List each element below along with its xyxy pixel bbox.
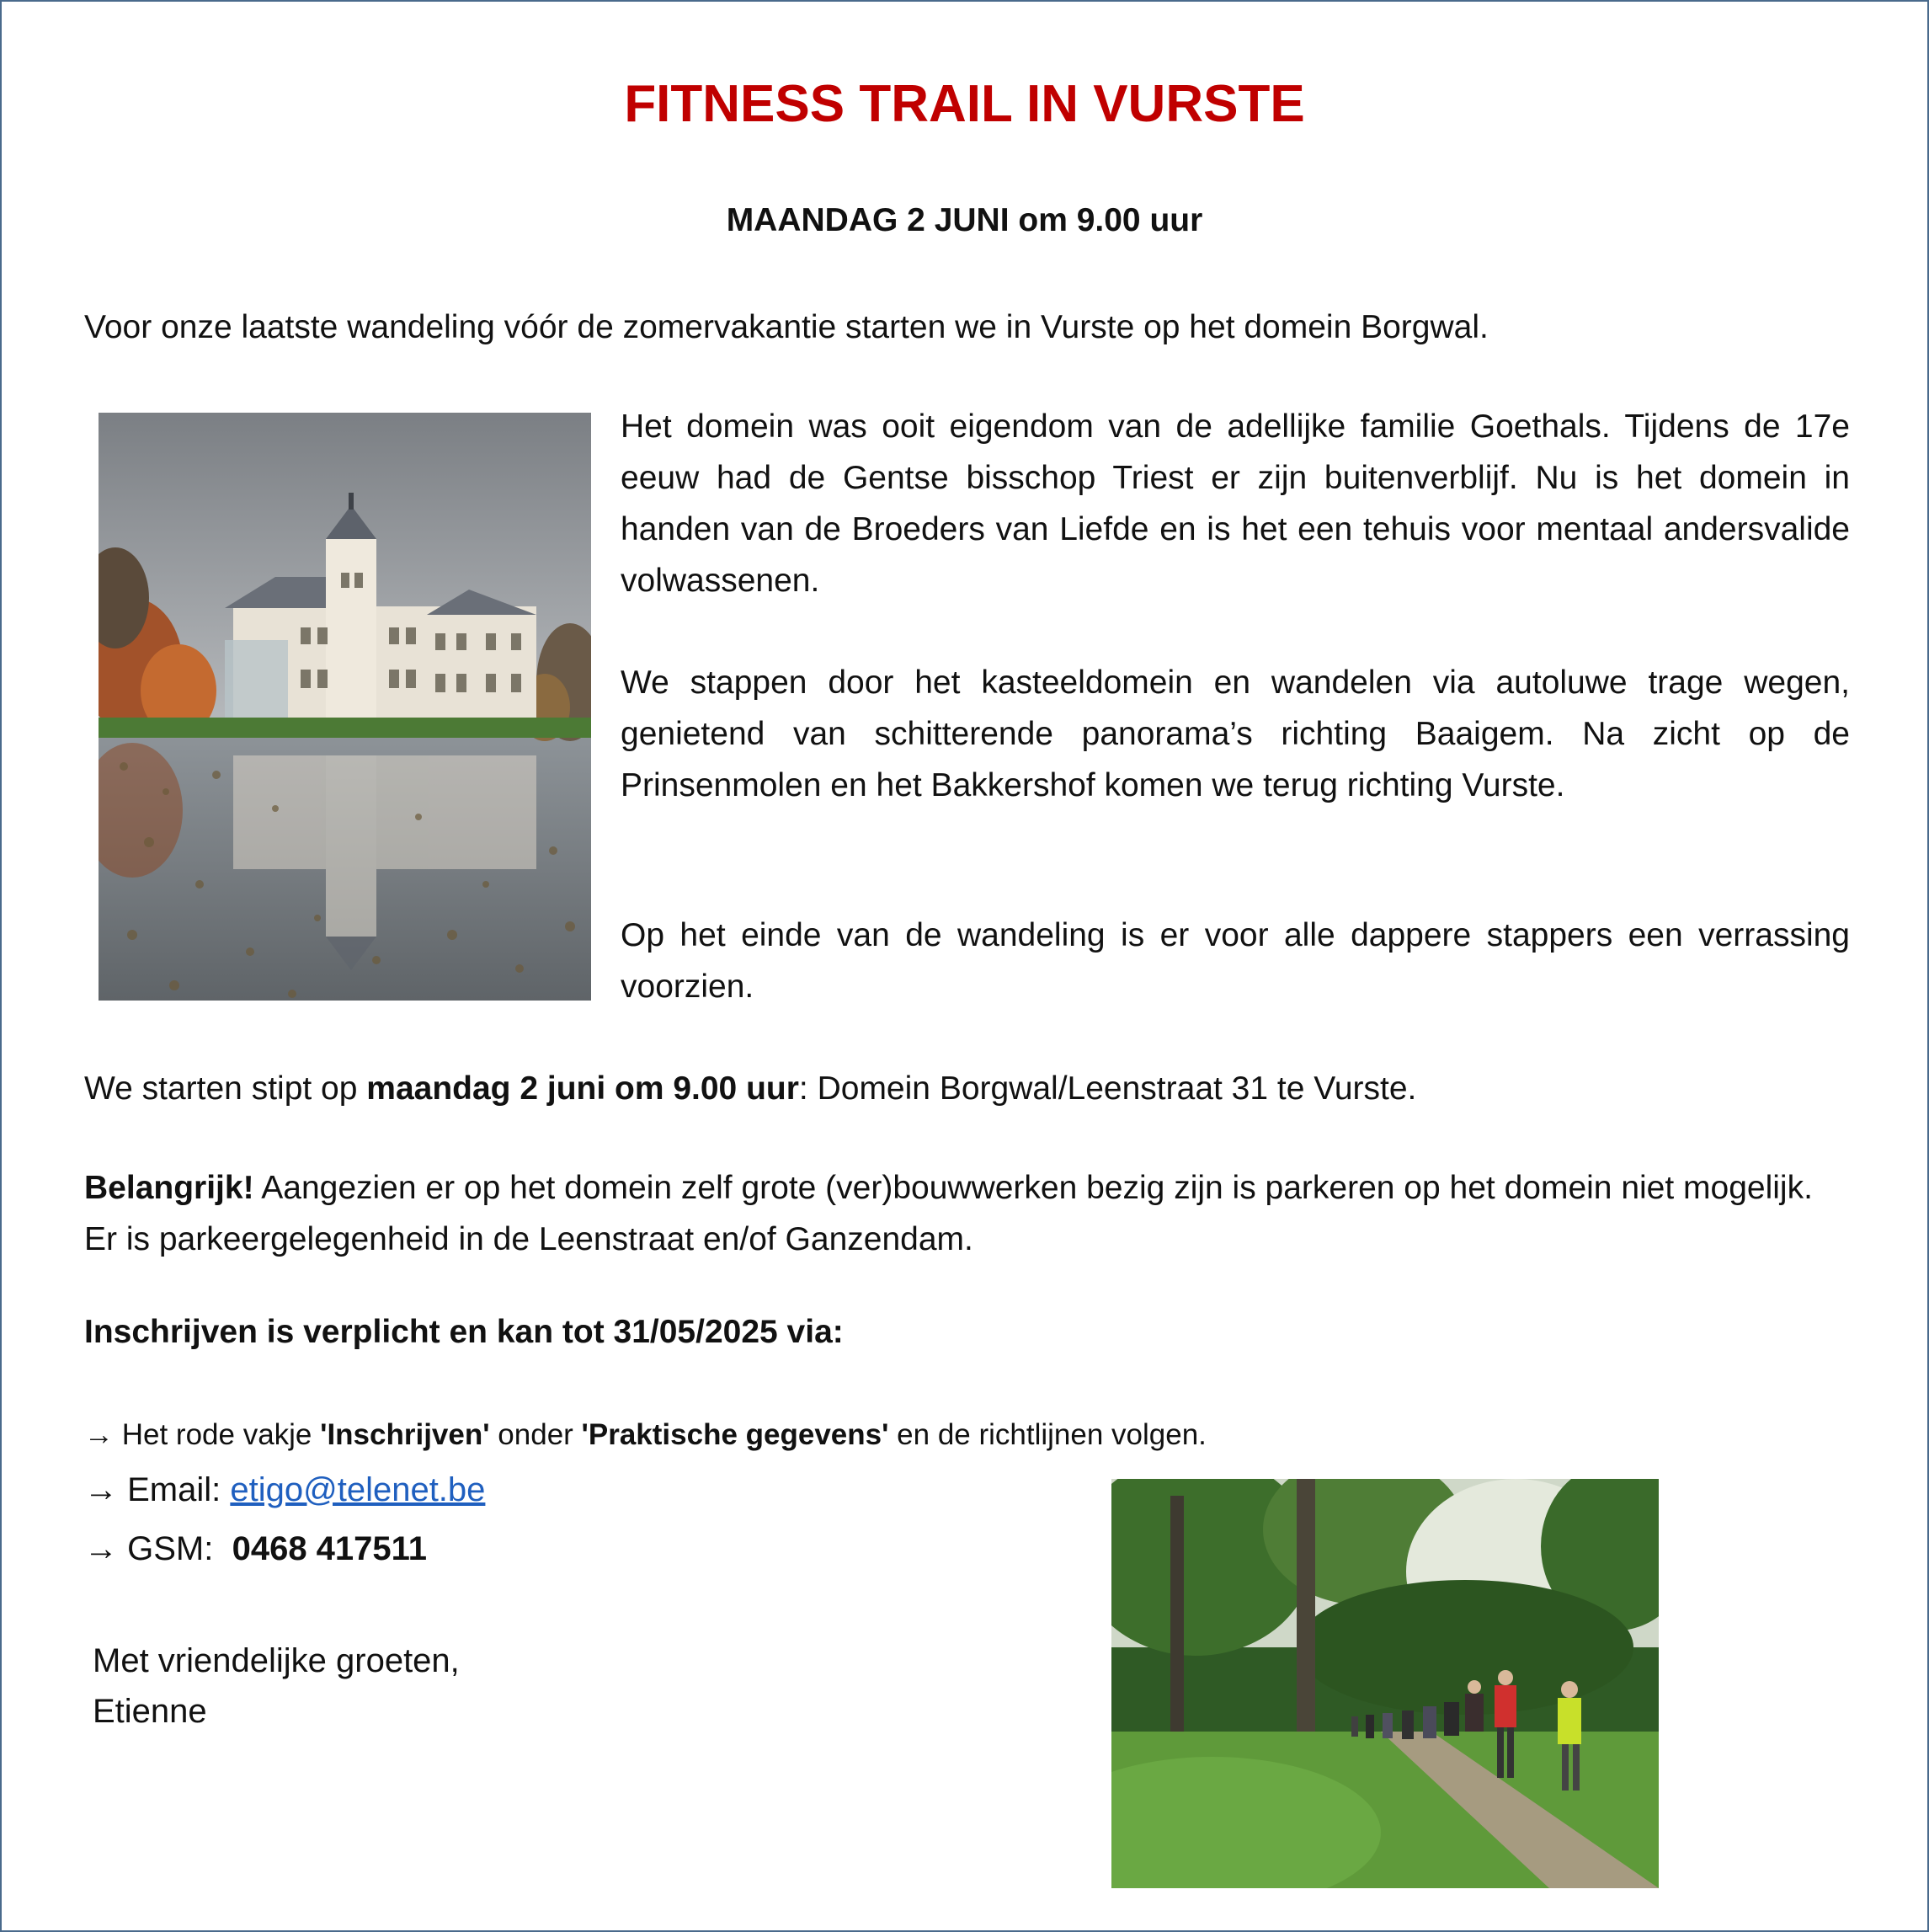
castle-photo [99, 413, 591, 1001]
start-info [84, 1063, 1886, 1114]
email-label: → Email: [84, 1471, 231, 1508]
start-prefix: We starten stipt op [84, 1070, 367, 1107]
important-label: Belangrijk! [84, 1170, 254, 1206]
signup-website-instruction [84, 1418, 1207, 1452]
start-datetime: maandag 2 juni om 9.00 uur [366, 1070, 799, 1107]
signup-heading: Inschrijven is verplicht en kan tot 31/05/2025 via: [84, 1314, 844, 1350]
instruction-mid: onder [489, 1418, 582, 1451]
inschrijven-label: 'Inschrijven' [320, 1418, 490, 1451]
paragraph-route: We stappen door het kasteeldomein en wandelen via autoluwe trage wegen, genietend van schitterende panorama’s richting Baaigem. Na zicht op de Prinsenmolen en het Bakkershof komen we terug richting Vurste. [621, 664, 1850, 803]
gsm-line [84, 1530, 427, 1568]
paragraph-surprise: Op het einde van de wandeling is er voor alle dappere stappers een verrassing voorzien. [621, 917, 1850, 1005]
instruction-prefix: → Het rode vakje [84, 1418, 321, 1451]
event-date-subtitle: MAANDAG 2 JUNI om 9.00 uur [726, 202, 1203, 238]
gsm-number: 0468 417511 [232, 1530, 427, 1567]
instruction-suffix: en de richtlijnen volgen. [888, 1418, 1207, 1451]
parking-notice [84, 1162, 1851, 1265]
closing [93, 1636, 460, 1737]
intro-paragraph: Voor onze laatste wandeling vóór de zomervakantie starten we in Vurste op het domein Borgwal. [84, 309, 1489, 345]
greeting-text: Met vriendelijke groeten, [93, 1642, 460, 1679]
email-line [84, 1471, 485, 1509]
email-link[interactable]: etigo@telenet.be [230, 1471, 486, 1508]
signature-name: Etienne [93, 1693, 207, 1730]
praktische-gegevens-label: 'Praktische gegevens' [581, 1418, 889, 1451]
important-text: Aangezien er op het domein zelf grote (ver)bouwwerken bezig zijn is parkeren op het domein niet mogelijk. Er is parkeergelegenheid in de Leenstraat en/of Ganzendam. [84, 1170, 1813, 1257]
walkers-photo [1111, 1479, 1659, 1888]
paragraph-history: Het domein was ooit eigendom van de adellijke familie Goethals. Tijdens de 17e eeuw had de Gentse bisschop Triest er zijn buitenverblijf. Nu is het domein in handen van de Broeders van Liefde en is het een tehuis voor mentaal andersvalide volwassenen. [621, 408, 1850, 599]
start-location: : Domein Borgwal/Leenstraat 31 te Vurste. [798, 1070, 1417, 1107]
gsm-label: → GSM: [84, 1530, 232, 1567]
page-title: FITNESS TRAIL IN VURSTE [624, 75, 1305, 133]
